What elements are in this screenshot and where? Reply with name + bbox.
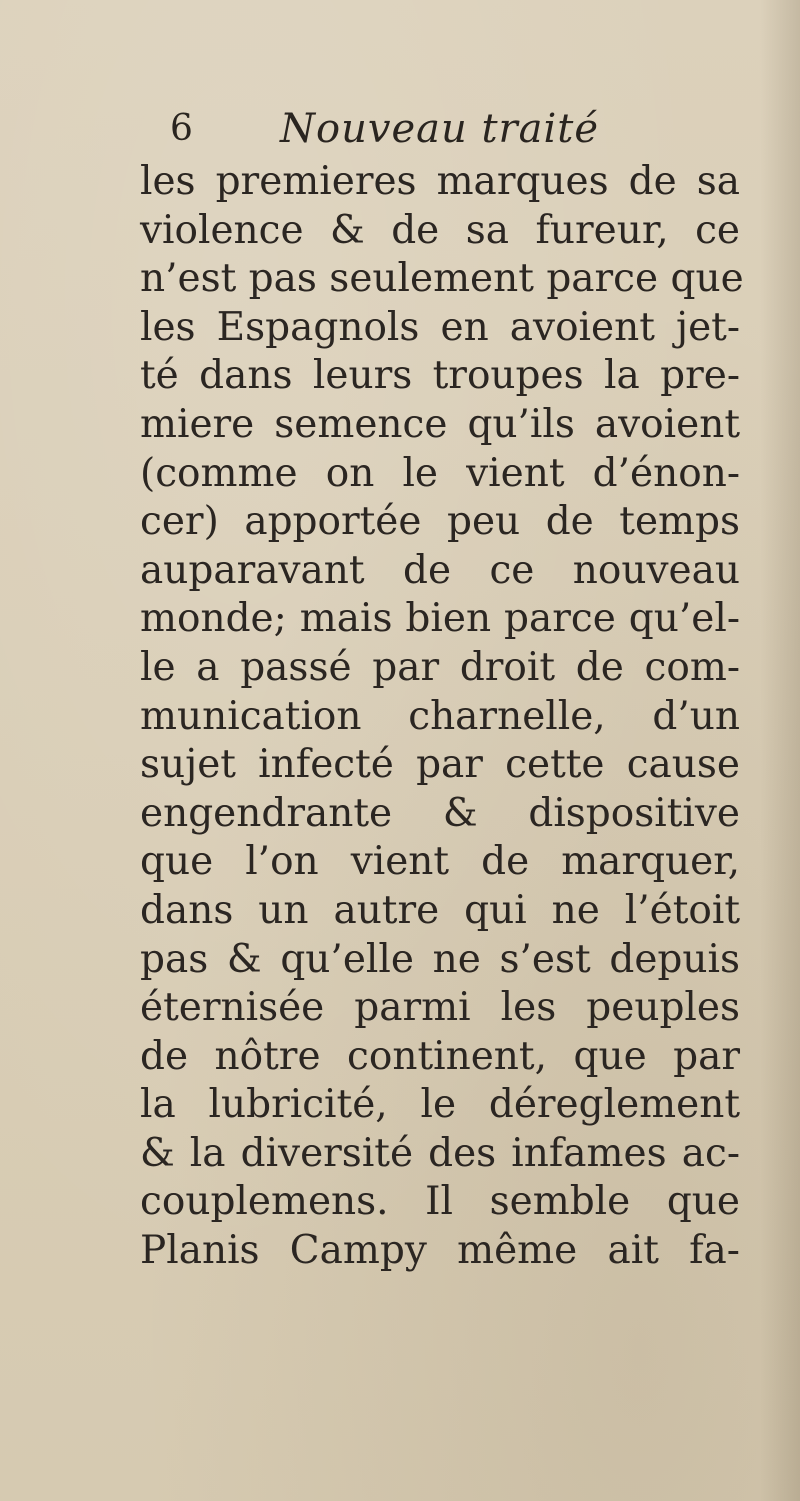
text-line: le a passé par droit de com- bbox=[140, 644, 740, 690]
text-line: munication charnelle, d’un bbox=[140, 693, 740, 739]
text-line: les premieres marques de sa bbox=[140, 159, 740, 204]
text-line: n’est pas seulement parce que bbox=[140, 256, 744, 302]
text-line: Planis Campy même ait fa- bbox=[140, 1228, 740, 1274]
text-line: (comme on le vient d’énon- bbox=[140, 450, 740, 496]
text-line: dans un autre qui ne l’étoit bbox=[140, 887, 740, 933]
text-line: sujet infecté par cette cause bbox=[140, 742, 740, 788]
text-line: de nôtre continent, que par bbox=[140, 1033, 740, 1079]
text-line: couplemens. Il semble que bbox=[140, 1179, 740, 1225]
text-line: les Espagnols en avoient jet- bbox=[140, 304, 740, 350]
page-edge-shadow bbox=[760, 0, 800, 1501]
text-line: miere semence qu’ils avoient bbox=[140, 401, 740, 447]
text-line: engendrante & dispositive bbox=[140, 790, 740, 836]
text-line: que l’on vient de marquer, bbox=[140, 839, 740, 885]
text-line: la lubricité, le déreglement bbox=[140, 1082, 740, 1128]
text-line: cer) apportée peu de temps bbox=[140, 499, 740, 545]
text-line: violence & de sa fureur, ce bbox=[140, 207, 740, 253]
page-header bbox=[170, 100, 640, 160]
text-line: monde; mais bien parce qu’el- bbox=[140, 596, 740, 642]
running-head: Nouveau traité bbox=[280, 106, 600, 152]
body-text bbox=[140, 158, 744, 1276]
text-line: auparavant de ce nouveau bbox=[140, 547, 740, 593]
text-line: pas & qu’elle ne s’est depuis bbox=[140, 936, 740, 982]
text-line: & la diversité des infames ac- bbox=[140, 1130, 740, 1176]
text-line: éternisée parmi les peuples bbox=[140, 985, 740, 1031]
page-number: 6 bbox=[170, 108, 193, 149]
text-line: té dans leurs troupes la pre- bbox=[140, 353, 740, 399]
